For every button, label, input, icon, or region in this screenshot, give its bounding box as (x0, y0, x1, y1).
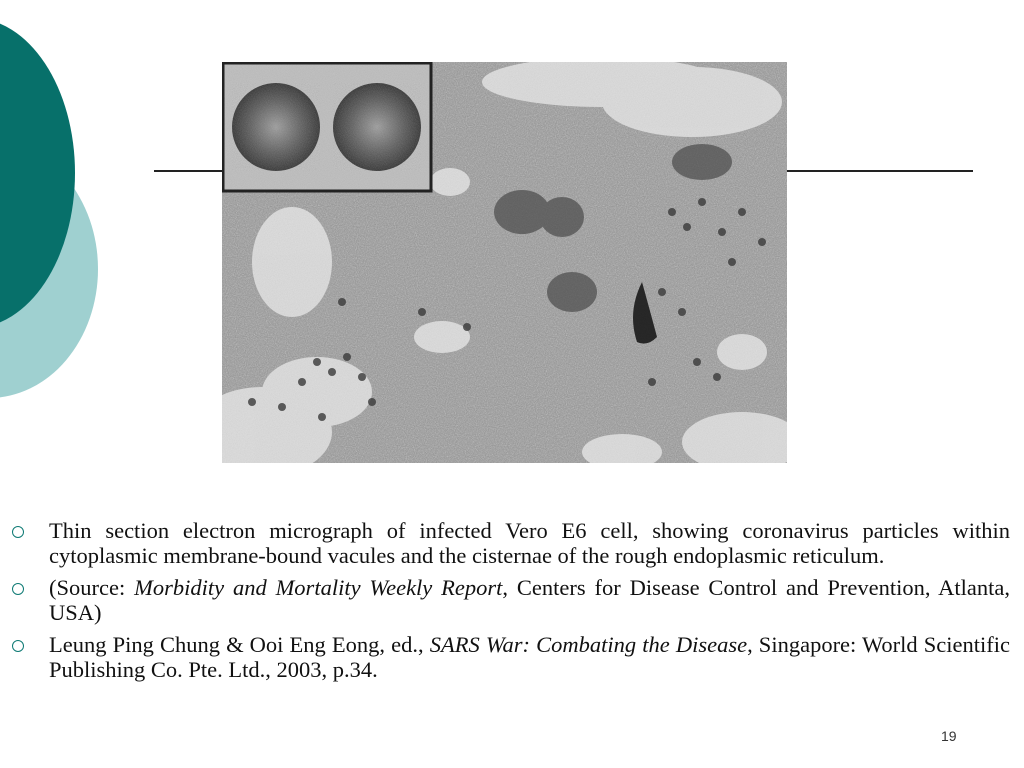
bullet-reference (12, 632, 1010, 682)
reference-suffix: , Singapore: World Scientific Publishing Co. Pte. Ltd., 2003, p.34. (49, 632, 1011, 682)
electron-micrograph-image (222, 62, 787, 463)
bullet-circle-icon (12, 640, 24, 652)
source-title: Morbidity and Mortality Weekly Report (134, 575, 503, 600)
bullet-source (12, 575, 1010, 625)
bullet-caption (12, 518, 1010, 568)
bullet-circle-icon (12, 526, 24, 538)
reference-prefix: Leung Ping Chung & Ooi Eng Eong, ed., (49, 632, 430, 657)
page-number: 19 (941, 728, 957, 744)
reference-title: SARS War: Combating the Disease (429, 632, 748, 657)
bullet-circle-icon (12, 583, 24, 595)
caption-text: Thin section electron micrograph of infected Vero E6 cell, showing coronavirus particles within cytoplasmic membrane-bound vacules and the cisternae of the rough endoplasmic reticulum. (49, 518, 1010, 568)
source-prefix: (Source: (49, 575, 135, 600)
title-rule-right (786, 170, 973, 172)
title-rule-left (154, 170, 224, 172)
source-suffix: , Centers for Disease Control and Prevention, Atlanta, USA) (49, 575, 1010, 625)
caption-bullet-list (12, 518, 1010, 689)
